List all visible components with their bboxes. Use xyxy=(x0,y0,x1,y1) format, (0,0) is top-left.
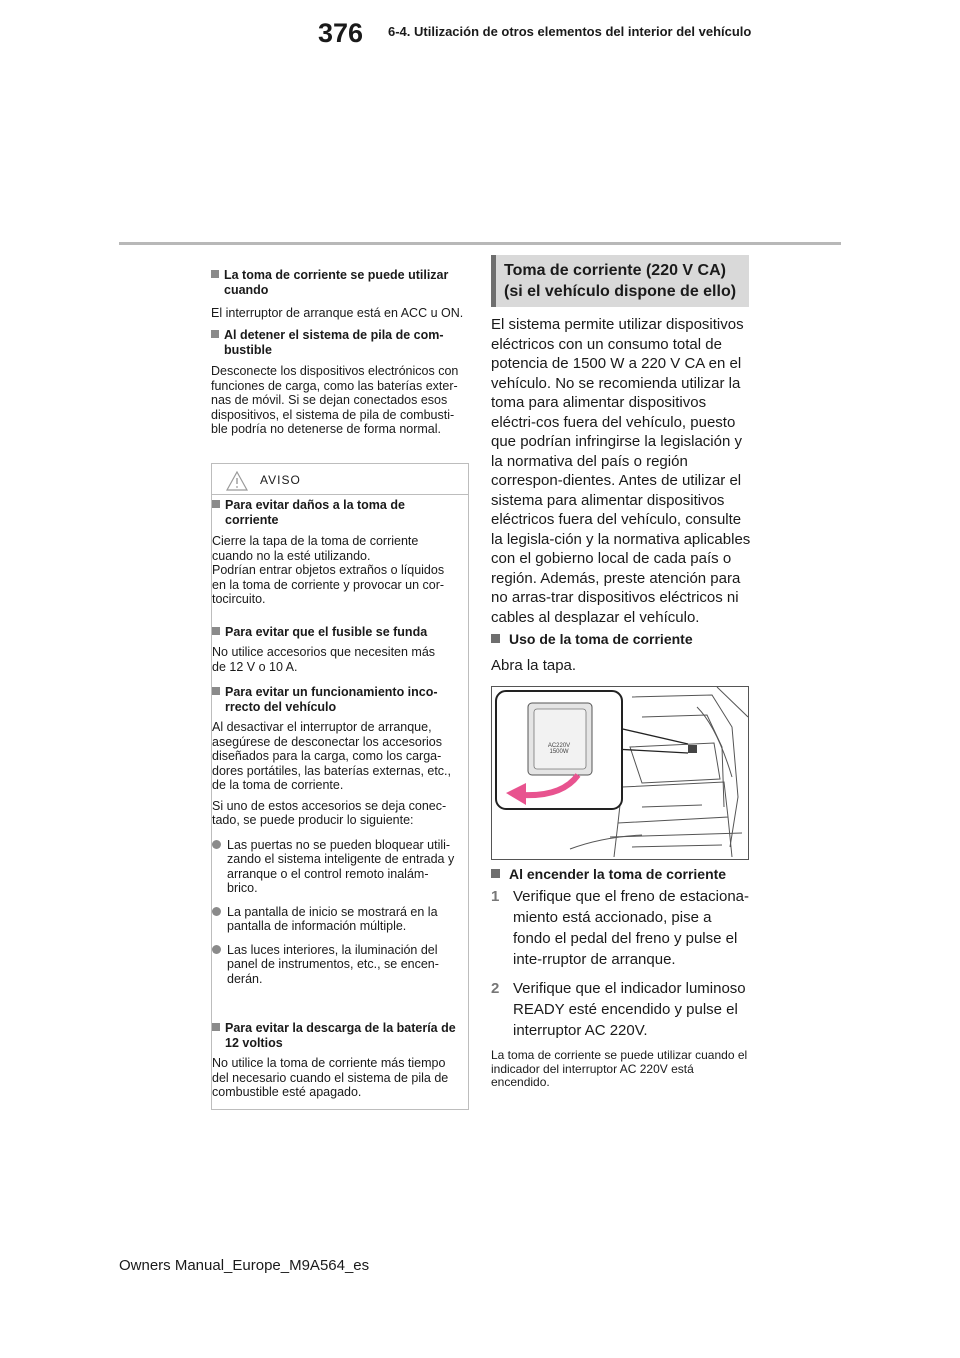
power-outlet-figure xyxy=(491,686,749,860)
usage-heading: Uso de la toma de corriente xyxy=(491,631,749,649)
section-heading-accent xyxy=(491,255,496,307)
section-title: 6-4. Utilización de otros elementos del interior del vehículo xyxy=(388,24,752,39)
warning-item-body: No utilice accesorios que necesiten más de 12 V o 10 A. xyxy=(212,645,436,674)
step-number: 1 xyxy=(491,888,500,905)
square-bullet-icon xyxy=(211,270,219,278)
list-item: Las puertas no se pueden bloquear utili-zando el sistema inteligente de entrada y arranque o el control remoto inalám-brico. xyxy=(212,838,460,896)
square-bullet-icon xyxy=(212,500,220,508)
warning-item-body: Al desactivar el interruptor de arranque, asegúrese de desconectar los accesorios diseñados para la carga, como los carga-dores portátiles, las baterías externas, etc., de la toma de corriente. xyxy=(212,720,452,792)
square-bullet-icon xyxy=(212,687,220,695)
warning-item-fuse xyxy=(212,625,460,674)
step-text: Verifique que el indicador luminoso READY esté encendido y pulse el interruptor AC 220V. xyxy=(513,980,746,1039)
note-body: El interruptor de arranque está en ACC u ON. xyxy=(211,306,464,320)
square-bullet-icon xyxy=(491,869,500,878)
on-heading: Al encender la toma de corriente xyxy=(491,866,749,884)
square-bullet-icon xyxy=(491,634,500,643)
warning-item-battery xyxy=(212,1021,460,1100)
warning-header xyxy=(212,464,468,495)
usage-body: Abra la tapa. xyxy=(491,657,577,674)
warning-item-heading: Para evitar que el fusible se funda xyxy=(212,625,460,640)
note-power-outlet-usable xyxy=(211,268,469,321)
section-heading: Toma de corriente (220 V CA) (si el vehículo dispone de ello) xyxy=(504,262,737,300)
round-bullet-icon xyxy=(212,840,221,849)
warning-item-heading: Para evitar daños a la toma de corriente xyxy=(212,498,460,528)
note-fuel-cell-stop xyxy=(211,328,469,437)
warning-item-body-2: Si uno de estos accesorios se deja conec-tado, se puede producir lo siguiente: xyxy=(212,798,447,827)
warning-box xyxy=(211,463,469,1110)
square-bullet-icon xyxy=(211,330,219,338)
step-number: 2 xyxy=(491,980,500,997)
list-item: Las luces interiores, la iluminación del panel de instrumentos, etc., se encen-derán. xyxy=(212,943,460,987)
warning-triangle-icon xyxy=(226,471,248,491)
square-bullet-icon xyxy=(212,627,220,635)
trunk-illustration xyxy=(492,687,748,859)
warning-label: AVISO xyxy=(260,473,301,487)
final-note: La toma de corriente se puede utilizar cuando el indicador del interruptor AC 220V está encendido. xyxy=(491,1048,748,1089)
warning-item-damage xyxy=(212,498,460,607)
note-body: Desconecte los dispositivos electrónicos con funciones de carga, como las baterías exter-nas de móvil. Si se dejan conectados esos dispositivos, el sistema de pila de combusti-ble podría no detenerse de forma normal. xyxy=(211,364,459,436)
round-bullet-icon xyxy=(212,907,221,916)
warning-item-heading: Para evitar la descarga de la batería de 12 voltios xyxy=(212,1021,460,1051)
step-2 xyxy=(491,978,761,1041)
outlet-label: AC220V 1500W xyxy=(547,743,571,755)
warning-item-body: No utilice la toma de corriente más tiempo del necesario cuando el sistema de pila de combustible esté apagado. xyxy=(212,1056,449,1099)
note-heading: Al detener el sistema de pila de com-bustible xyxy=(211,328,469,358)
warning-item-malfunction xyxy=(212,685,460,986)
section-heading-bar xyxy=(491,255,749,307)
page-number: 376 xyxy=(318,18,364,48)
step-1 xyxy=(491,886,761,970)
round-bullet-icon xyxy=(212,945,221,954)
intro-paragraph: El sistema permite utilizar dispositivos eléctricos con un consumo total de potencia de 1500 W a 220 V CA en el vehículo. No se recomienda utilizar la toma para alimentar dispositivos eléctri-cos fuera del vehículo, puesto que podrían infringirse la legislación y la normativa del país o región correspon-dientes. Antes de utilizar el sistema para alimentar dispositivos eléctricos fuera del vehículo, consulte la legisla-ción y la normativa aplicables con el gobierno local de cada país o región. Además, preste atención para no arras-trar dispositivos eléctricos ni cables al desplazar el vehículo. xyxy=(491,316,751,626)
warning-item-body: Cierre la tapa de la toma de corriente cuando no la esté utilizando. Podrían entrar objetos extraños o líquidos en la toma de corriente y provocar un cor-tocircuito. xyxy=(212,534,445,606)
footer-text: Owners Manual_Europe_M9A564_es xyxy=(119,1257,370,1274)
note-heading: La toma de corriente se puede utilizar cuando xyxy=(211,268,469,298)
warning-item-heading: Para evitar un funcionamiento inco-rrecto del vehículo xyxy=(212,685,460,715)
list-item: La pantalla de inicio se mostrará en la pantalla de información múltiple. xyxy=(212,905,460,934)
header-divider xyxy=(119,242,841,245)
square-bullet-icon xyxy=(212,1023,220,1031)
step-text: Verifique que el freno de estaciona-miento está accionado, pise a fondo el pedal del freno y pulse el inte-rruptor de arranque. xyxy=(513,888,749,968)
